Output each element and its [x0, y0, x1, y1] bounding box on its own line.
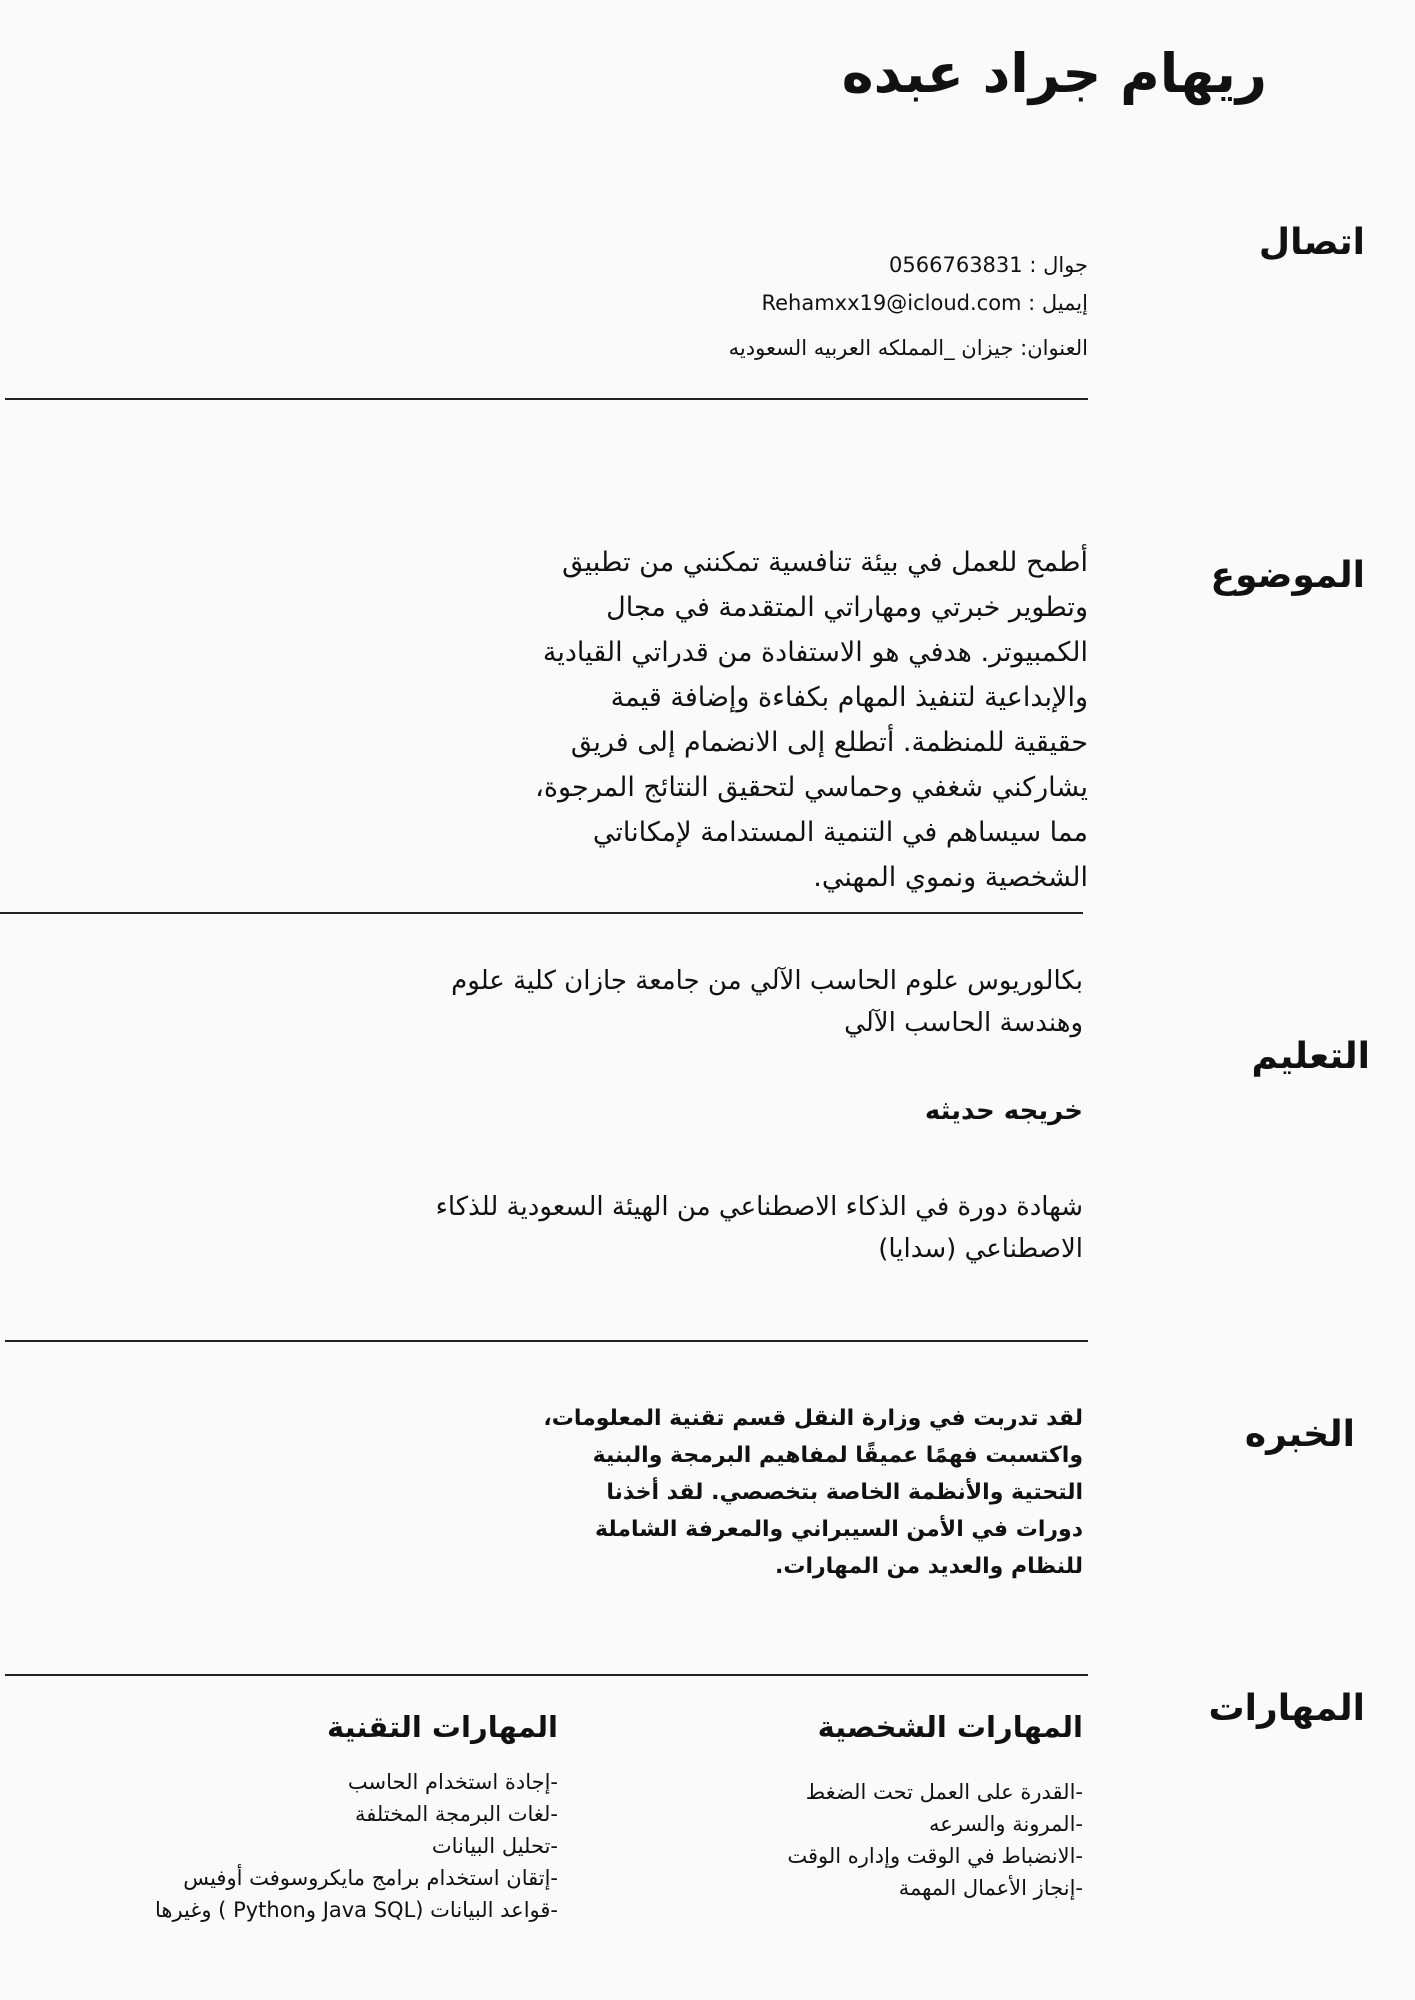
personal-skills-list: [683, 1776, 1083, 1904]
experience-text: لقد تدربت في وزارة النقل قسم تقنية المعلومات، واكتسبت فهمًا عميقًا لمفاهيم البرمجة والبنية التحتية والأنظمة الخاصة بتخصصي. لقد أخذنا دورات في الأمن السيبراني والمعرفة الشاملة للنظام والعديد من المهارات.: [543, 1406, 1083, 1579]
contact-address: العنوان: جيزان _المملكه العربيه السعوديه: [728, 336, 1088, 360]
list-item: -الانضباط في الوقت وإداره الوقت: [787, 1844, 1083, 1868]
technical-skills-list: [138, 1766, 558, 1926]
section-divider: [5, 1340, 1088, 1342]
contact-phone: جوال : 0566763831: [889, 253, 1088, 277]
section-divider: [5, 398, 1088, 400]
technical-skills-title: المهارات التقنية: [327, 1710, 558, 1744]
resume-name: ريهام جراد عبده: [841, 42, 1267, 105]
contact-email: إيميل : Rehamxx19@icloud.com: [761, 291, 1088, 315]
list-item: -المرونة والسرعه: [929, 1812, 1083, 1836]
objective-section-title: الموضوع: [1210, 555, 1365, 596]
list-item: -القدرة على العمل تحت الضغط: [805, 1780, 1083, 1804]
education-section-title: التعليم: [1251, 1036, 1370, 1077]
section-divider: [5, 1674, 1088, 1676]
contact-section-title: اتصال: [1258, 222, 1365, 263]
education-degree: بكالوريوس علوم الحاسب الآلي من جامعة جازان كلية علوم وهندسة الحاسب الآلي: [451, 966, 1083, 1038]
skills-section-title: المهارات: [1208, 1688, 1365, 1729]
education-status: خريجه حديثه: [924, 1096, 1083, 1126]
section-divider: [0, 912, 1083, 914]
experience-section-title: الخبره: [1244, 1414, 1355, 1455]
list-item: -قواعد البيانات (Java SQL وPython ) وغيرها: [154, 1898, 558, 1922]
personal-skills-title: المهارات الشخصية: [817, 1710, 1083, 1744]
list-item: -إتقان استخدام برامج مايكروسوفت أوفيس: [183, 1866, 558, 1890]
objective-text: أطمح للعمل في بيئة تنافسية تمكنني من تطبيق وتطوير خبرتي ومهاراتي المتقدمة في مجال الكمبيوتر. هدفي هو الاستفادة من قدراتي القيادية والإبداعية لتنفيذ المهام بكفاءة وإضافة قيمة حقيقية للمنظمة. أتطلع إلى الانضمام إلى فريق يشاركني شغفي وحماسي لتحقيق النتائج المرجوة، مما سيساهم في التنمية المستدامة لإمكاناتي الشخصية ونموي المهني.: [535, 547, 1088, 893]
education-certificate: شهادة دورة في الذكاء الاصطناعي من الهيئة السعودية للذكاء الاصطناعي (سدايا): [435, 1192, 1083, 1264]
list-item: -لغات البرمجة المختلفة: [355, 1802, 558, 1826]
list-item: -إنجاز الأعمال المهمة: [898, 1876, 1083, 1900]
list-item: -إجادة استخدام الحاسب: [347, 1770, 558, 1794]
list-item: -تحليل البيانات: [431, 1834, 558, 1858]
